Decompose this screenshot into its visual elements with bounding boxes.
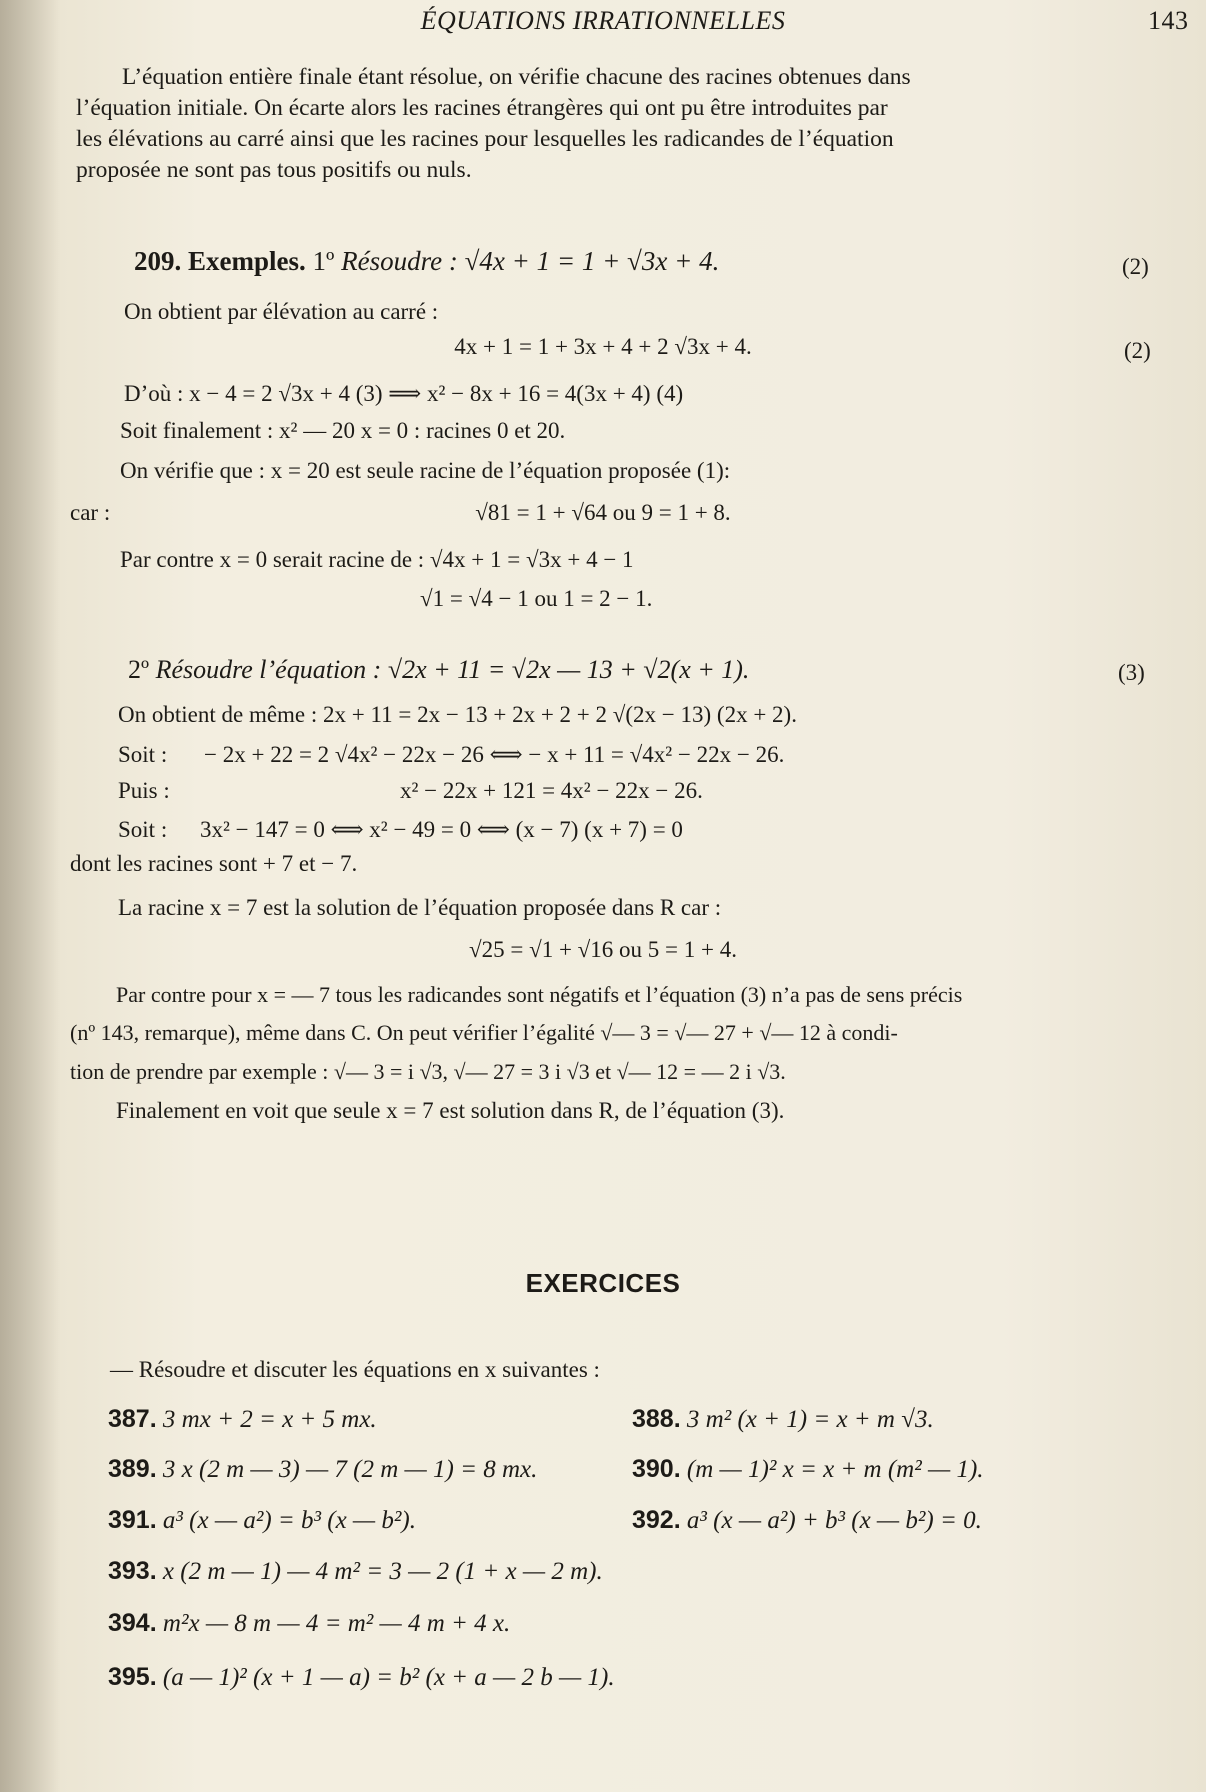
page-number: 143 [1148,6,1189,35]
example-2-label: 2º [128,655,150,684]
exercise-number: 390. [632,1455,681,1483]
equation-line: √81 = 1 + √64 ou 9 = 1 + 8. [475,500,731,525]
exercise-number: 395. [108,1663,157,1691]
exercise-text: m²x — 8 m — 4 = m² — 4 m + 4 x. [162,1610,511,1637]
example-1-label: 1º [312,246,335,276]
exercise-item [108,1404,377,1435]
text-line: On obtient par élévation au carré : [124,299,439,324]
exercises-title: EXERCICES [525,1268,681,1298]
running-header: ÉQUATIONS IRRATIONNELLES [420,6,786,35]
intro-line-4: proposée ne sont pas tous positifs ou nuls. [76,157,472,183]
margin-label: Soit : [118,817,168,842]
equation-line: − 2x + 22 = 2 √4x² − 22x − 26 ⟺ − x + 11 = √4x² − 22x − 26. [204,742,785,767]
exercise-text: 3 mx + 2 = x + 5 mx. [162,1406,377,1433]
exercise-text: (m — 1)² x = x + m (m² — 1). [686,1456,984,1483]
exercise-number: 391. [108,1506,157,1534]
text-line: (nº 143, remarque), même dans C. On peut vérifier l’égalité √— 3 = √— 27 + √— 12 à condi- [70,1020,898,1045]
exercise-item [108,1505,416,1536]
equation-tag: (2) [1122,254,1149,279]
exercise-number: 387. [108,1405,157,1433]
text-line: dont les racines sont + 7 et − 7. [70,851,358,876]
equation-tag: (2) [1124,338,1151,363]
exercise-number: 393. [108,1557,157,1585]
text-line: La racine x = 7 est la solution de l’équation proposée dans R car : [118,895,722,920]
exercise-item [108,1556,603,1587]
exercise-item [632,1404,934,1435]
text-line: Soit finalement : x² — 20 x = 0 : racines 0 et 20. [120,418,566,443]
example-2-prompt: Résoudre l’équation : √2x + 11 = √2x — 13 + √2(x + 1). [155,655,750,684]
intro-line-1: L’équation entière finale étant résolue, on vérifie chacune des racines obtenues dans [122,64,911,90]
margin-label: Puis : [118,778,170,803]
section-number: 209. [134,246,182,276]
intro-line-3: les élévations au carré ainsi que les racines pour lesquelles les radicandes de l’équation [76,126,894,152]
exercise-text: a³ (x — a²) + b³ (x — b²) = 0. [686,1507,982,1534]
equation-tag: (3) [1118,660,1145,685]
exercise-text: x (2 m — 1) — 4 m² = 3 — 2 (1 + x — 2 m). [162,1558,603,1585]
example-2-heading [128,655,749,685]
text-line: Par contre x = 0 serait racine de : √4x + 1 = √3x + 4 − 1 [120,547,634,572]
exercise-number: 389. [108,1455,157,1483]
equation-line: 3x² − 147 = 0 ⟺ x² − 49 = 0 ⟺ (x − 7) (x + 7) = 0 [200,817,683,842]
equation-line: 4x + 1 = 1 + 3x + 4 + 2 √3x + 4. [454,334,752,359]
exercise-item [632,1505,982,1536]
exercise-item [108,1662,615,1693]
text-line: tion de prendre par exemple : √— 3 = i √3, √— 27 = 3 i √3 et √— 12 = — 2 i √3. [70,1059,786,1084]
exercise-item [108,1454,537,1485]
intro-line-2: l’équation initiale. On écarte alors les racines étrangères qui ont pu être introduites par [76,95,888,121]
exercise-number: 388. [632,1405,681,1433]
equation-line: On obtient de même : 2x + 11 = 2x − 13 + 2x + 2 + 2 √(2x − 13) (2x + 2). [118,702,797,727]
page-fold-shadow [0,0,60,1792]
exercise-text: 3 m² (x + 1) = x + m √3. [686,1406,934,1433]
exercise-item [632,1454,984,1485]
equation-line: √25 = √1 + √16 ou 5 = 1 + 4. [468,937,737,962]
exercises-instruction: — Résoudre et discuter les équations en x suivantes : [110,1357,600,1382]
exercise-text: a³ (x — a²) = b³ (x — b²). [162,1507,416,1534]
text-line: Finalement en voit que seule x = 7 est solution dans R, de l’équation (3). [116,1098,785,1123]
exercise-number: 392. [632,1506,681,1534]
exercise-text: 3 x (2 m — 3) — 7 (2 m — 1) = 8 mx. [162,1456,538,1483]
exercise-text: (a — 1)² (x + 1 — a) = b² (x + a — 2 b — 1). [162,1664,615,1691]
text-line: Par contre pour x = — 7 tous les radicandes sont négatifs et l’équation (3) n’a pas de sens précis [116,982,963,1007]
section-title: Exemples. [188,246,306,276]
text-line: On vérifie que : x = 20 est seule racine de l’équation proposée (1): [120,458,731,483]
equation-line: D’où : x − 4 = 2 √3x + 4 (3) ⟹ x² − 8x + 16 = 4(3x + 4) (4) [124,381,684,406]
equation-line: x² − 22x + 121 = 4x² − 22x − 26. [400,778,703,803]
margin-label: Soit : [118,742,168,767]
example-1-prompt: Résoudre : √4x + 1 = 1 + √3x + 4. [341,246,720,276]
exercise-item [108,1608,510,1639]
margin-label: car : [70,500,111,525]
section-heading [134,246,719,276]
equation-line: √1 = √4 − 1 ou 1 = 2 − 1. [420,586,653,611]
exercise-number: 394. [108,1609,157,1637]
